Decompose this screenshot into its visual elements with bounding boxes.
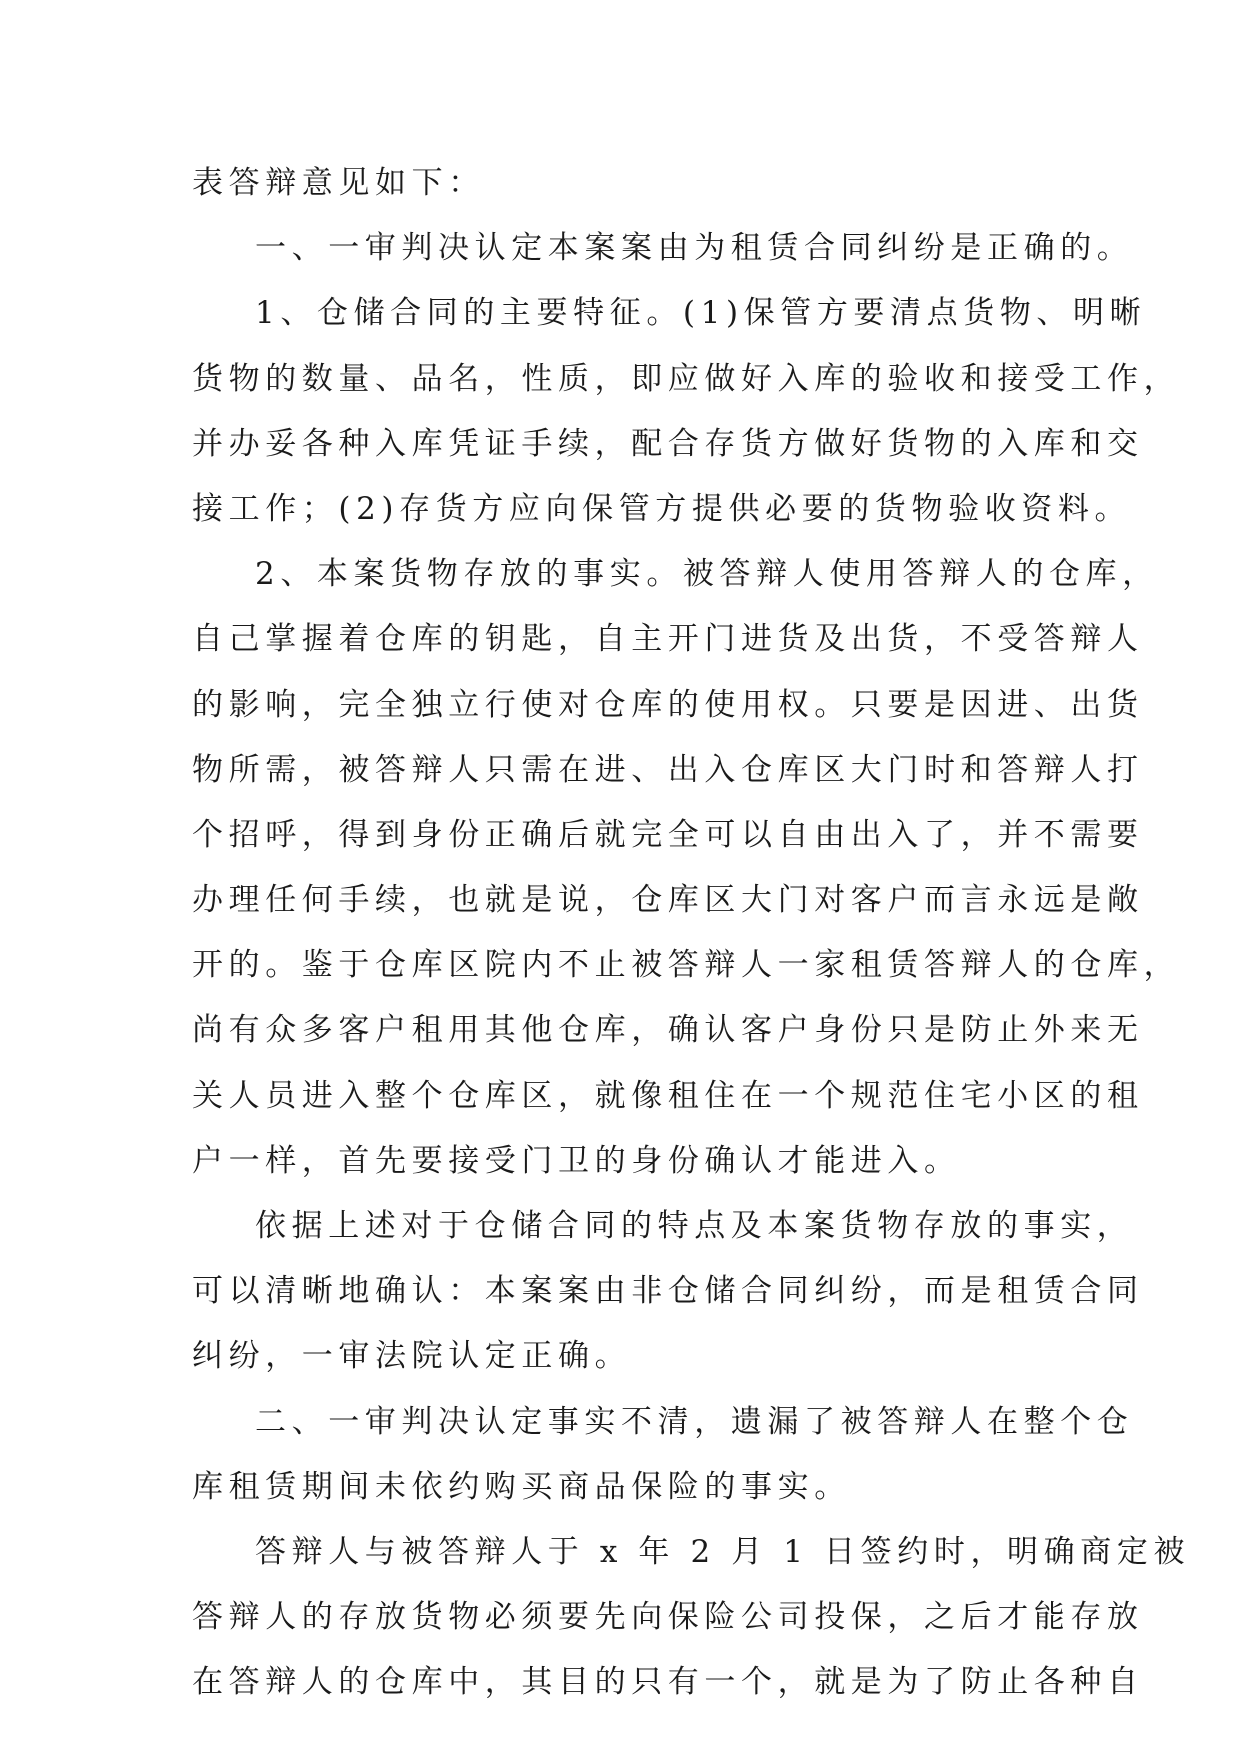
text-line: 尚有众多客户租用其他仓库，确认客户身份只是防止外来无 xyxy=(192,1012,1144,1049)
text-line: 库租赁期间未依约购买商品保险的事实。 xyxy=(192,1468,851,1505)
text-line: 的影响，完全独立行使对仓库的使用权。只要是因进、出货 xyxy=(192,686,1144,723)
text-line: 表答辩意见如下： xyxy=(192,165,485,201)
text-line: 二、一审判决认定事实不清，遗漏了被答辩人在整个仓 xyxy=(255,1403,1134,1440)
document-body xyxy=(192,151,1191,1716)
text-line: 户一样，首先要接受门卫的身份确认才能进入。 xyxy=(192,1142,961,1179)
text-line: 自己掌握着仓库的钥匙，自主开门进货及出货，不受答辩人 xyxy=(192,621,1144,658)
text-line: 办理任何手续，也就是说，仓库区大门对客户而言永远是敞 xyxy=(192,882,1144,919)
text-line: 物所需，被答辩人只需在进、出入仓库区大门时和答辩人打 xyxy=(192,751,1144,788)
text-line: 纠纷，一审法院认定正确。 xyxy=(192,1338,632,1375)
text-line: 关人员进入整个仓库区，就像租住在一个规范住宅小区的租 xyxy=(192,1077,1144,1114)
text-line: 答辩人的存放货物必须要先向保险公司投保，之后才能存放 xyxy=(192,1599,1144,1636)
text-line: 依据上述对于仓储合同的特点及本案货物存放的事实， xyxy=(255,1208,1134,1244)
text-line: 开的。鉴于仓库区院内不止被答辩人一家租赁答辩人的仓库， xyxy=(192,947,1181,984)
text-line: 一、一审判决认定本案案由为租赁合同纠纷是正确的。 xyxy=(255,230,1134,267)
text-line: 1、仓储合同的主要特征。(1)保管方要清点货物、明晰 xyxy=(255,295,1147,332)
text-line: 并办妥各种入库凭证手续，配合存货方做好货物的入库和交 xyxy=(192,425,1144,462)
text-line: 答辩人与被答辩人于 x 年 2 月 1 日签约时，明确商定被 xyxy=(255,1533,1191,1570)
text-line: 在答辩人的仓库中，其目的只有一个，就是为了防止各种自 xyxy=(192,1664,1144,1701)
text-line: 接工作；(2)存货方应向保管方提供必要的货物验收资料。 xyxy=(192,490,1132,527)
text-line: 可以清晰地确认：本案案由非仓储合同纠纷，而是租赁合同 xyxy=(192,1273,1144,1310)
text-line: 2、本案货物存放的事实。被答辩人使用答辩人的仓库， xyxy=(255,556,1159,593)
text-line: 货物的数量、品名，性质，即应做好入库的验收和接受工作， xyxy=(192,360,1181,397)
text-line: 个招呼，得到身份正确后就完全可以自由出入了，并不需要 xyxy=(192,816,1144,853)
